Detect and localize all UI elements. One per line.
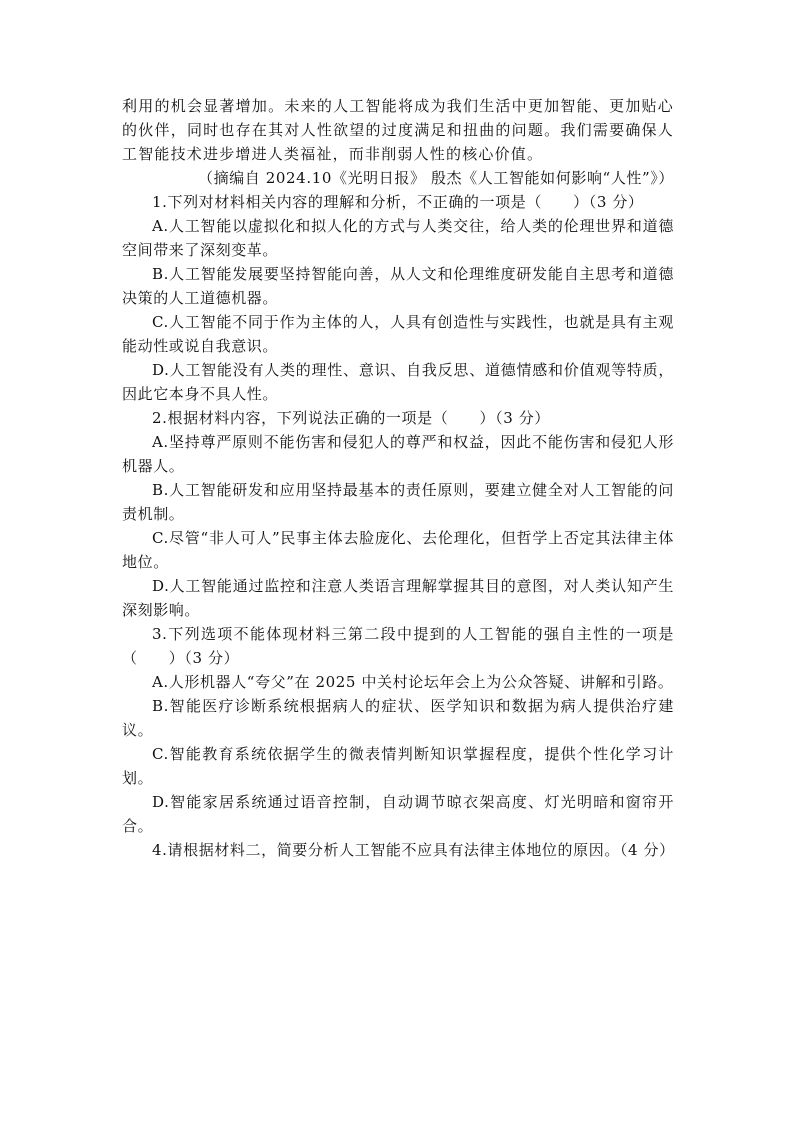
option-a: A.人形机器人“夸父”在 2025 中关村论坛年会上为公众答疑、讲解和引路。 <box>152 673 674 691</box>
option-d: D.人工智能通过监控和注意人类语言理解掌握其目的意图，对人类认知产生深刻影响。 <box>122 577 674 619</box>
question-3 <box>122 622 674 838</box>
option-b: B.人工智能发展要坚持智能向善，从人文和伦理维度研发能自主思考和道德决策的人工道德机器。 <box>122 265 674 307</box>
document-body <box>122 94 674 862</box>
question-stem: 3.下列选项不能体现材料三第二段中提到的人工智能的强自主性的一项是（ ）（3 分） <box>122 625 674 667</box>
option-b: B.智能医疗诊断系统根据病人的症状、医学知识和数据为病人提供治疗建议。 <box>122 697 674 739</box>
option-c: C.人工智能不同于作为主体的人，人具有创造性与实践性，也就是具有主观能动性或说自我意识。 <box>122 313 674 355</box>
question-stem: 1.下列对材料相关内容的理解和分析，不正确的一项是（ ）（3 分） <box>152 193 644 211</box>
question-stem: 2.根据材料内容，下列说法正确的一项是（ ）（3 分） <box>152 409 550 427</box>
question-2 <box>122 406 674 622</box>
option-c: C.智能教育系统依据学生的微表情判断知识掌握程度，提供个性化学习计划。 <box>122 745 674 787</box>
passage-source: （摘编自 2024.10《光明日报》 殷杰《人工智能如何影响“人性”》） <box>197 169 674 187</box>
option-d: D.人工智能没有人类的理性、意识、自我反思、道德情感和价值观等特质，因此它本身不具人性。 <box>122 361 674 403</box>
passage-continuation: 利用的机会显著增加。未来的人工智能将成为我们生活中更加智能、更加贴心的伙伴，同时也存在其对人性欲望的过度满足和扭曲的问题。我们需要确保人工智能技术进步增进人类福祉，而非削弱人性的核心价值。 <box>122 97 674 163</box>
option-d: D.智能家居系统通过语音控制，自动调节晾衣架高度、灯光明暗和窗帘开合。 <box>122 793 674 835</box>
option-c: C.尽管“非人可人”民事主体去脸庞化、去伦理化，但哲学上否定其法律主体地位。 <box>122 529 674 571</box>
option-a: A.坚持尊严原则不能伤害和侵犯人的尊严和权益，因此不能伤害和侵犯人形机器人。 <box>122 433 674 475</box>
option-b: B.人工智能研发和应用坚持最基本的责任原则，要建立健全对人工智能的问责机制。 <box>122 481 674 523</box>
option-a: A.人工智能以虚拟化和拟人化的方式与人类交往，给人类的伦理世界和道德空间带来了深刻变革。 <box>122 217 674 259</box>
question-4 <box>122 838 674 862</box>
question-1 <box>122 190 674 406</box>
question-stem: 4.请根据材料二，简要分析人工智能不应具有法律主体地位的原因。（4 分） <box>152 841 675 859</box>
